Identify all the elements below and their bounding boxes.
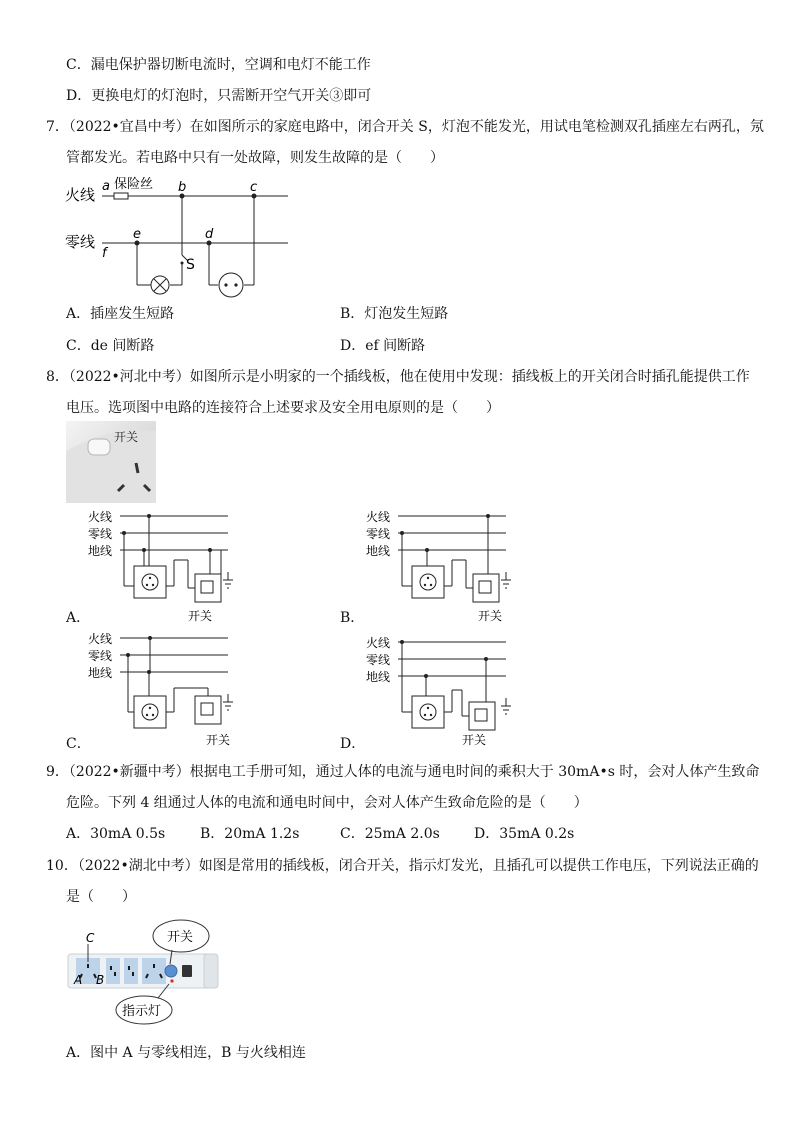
- wire-neutral-c: 零线: [88, 649, 113, 663]
- q7-option-d: D．ef 间断路: [340, 338, 426, 354]
- wire-live-a: 火线: [88, 510, 113, 524]
- q10-label-c: C: [86, 931, 95, 945]
- q9-option-d: D．35mA 0.2s: [474, 826, 575, 842]
- label-neutral: 零线: [65, 233, 96, 251]
- q10-label-b: B: [96, 973, 105, 987]
- wire-live-c: 火线: [88, 632, 113, 646]
- q8-option-c: C．: [66, 736, 91, 752]
- q8-circuit-a: [88, 510, 248, 625]
- q8-stem-line2: 电压。选项图中电路的连接符合上述要求及安全用电原则的是（ ）: [66, 400, 500, 416]
- q9-option-b: B．20mA 1.2s: [200, 826, 300, 842]
- q9-option-a: A．30mA 0.5s: [66, 826, 166, 842]
- q7-option-c: C．de 间断路: [66, 338, 155, 354]
- q7-circuit-diagram: [60, 175, 300, 300]
- q10-option-a: A．图中 A 与零线相连，B 与火线相连: [66, 1045, 306, 1061]
- photo-switch: [88, 439, 110, 455]
- label-s: S: [186, 257, 195, 273]
- q10-power-strip-figure: [64, 918, 224, 1028]
- q10-stem-line1: 10．（2022•湖北中考）如图是常用的插线板，闭合开关，指示灯发光，且插孔可以提供工作电压，下列说法正确的: [46, 858, 759, 874]
- q7-stem-line2: 管都发光。若电路中只有一处故障，则发生故障的是（ ）: [66, 150, 444, 166]
- q10-switch-label: 开关: [167, 930, 194, 945]
- fuse-symbol: [114, 193, 128, 199]
- q10-label-a: A: [74, 973, 83, 987]
- option-c-prev: C．漏电保护器切断电流时，空调和电灯不能工作: [66, 57, 371, 73]
- q7-option-a: A．插座发生短路: [66, 306, 175, 322]
- q9-option-c: C．25mA 2.0s: [340, 826, 440, 842]
- q8-option-d: D．: [340, 736, 366, 752]
- q10-indicator-label: 指示灯: [122, 1004, 162, 1019]
- label-f: f: [102, 246, 107, 261]
- q8-option-b: B．: [340, 610, 365, 626]
- wire-ground-c: 地线: [88, 666, 113, 680]
- q7-stem-line1: 7．（2022•宜昌中考）在如图所示的家庭电路中，闭合开关 S，灯泡不能发光，用试电笔检测双孔插座左右两孔，氖: [46, 119, 764, 135]
- label-b: b: [178, 180, 187, 195]
- switch-label-b: 开关: [478, 609, 503, 623]
- label-live: 火线: [65, 186, 96, 204]
- switch-label-d: 开关: [462, 733, 487, 747]
- q10-indicator-light: [170, 979, 173, 982]
- wire-live-d: 火线: [366, 636, 391, 650]
- q8-option-a: A．: [66, 610, 91, 626]
- q8-circuit-c: [88, 632, 248, 747]
- switch-label-c: 开关: [206, 733, 231, 747]
- label-a: a: [102, 179, 110, 194]
- q10-switch-button: [165, 965, 177, 977]
- wire-neutral-d: 零线: [366, 653, 391, 667]
- q8-stem-line1: 8．（2022•河北中考）如图所示是小明家的一个插线板，他在使用中发现：插线板上的开关闭合时插孔能提供工作: [46, 369, 750, 385]
- q8-circuit-b: [366, 510, 526, 625]
- q10-stem-line2: 是（ ）: [66, 889, 136, 905]
- q9-stem-line2: 危险。下列 4 组通过人体的电流和通电时间中，会对人体产生致命危险的是（ ）: [66, 795, 588, 811]
- option-d-prev: D．更换电灯的灯泡时，只需断开空气开关③即可: [66, 88, 372, 104]
- photo-switch-label: 开关: [114, 430, 139, 444]
- wire-live-b: 火线: [366, 510, 391, 524]
- wire-neutral-b: 零线: [366, 527, 391, 541]
- label-fuse: 保险丝: [114, 177, 154, 192]
- wire-ground-a: 地线: [88, 544, 113, 558]
- wire-ground-d: 地线: [366, 670, 391, 684]
- q8-power-strip-photo: [66, 421, 156, 503]
- socket-symbol: [219, 273, 243, 297]
- switch-label-a: 开关: [188, 609, 213, 623]
- q8-circuit-d: [366, 636, 526, 751]
- q9-stem-line1: 9．（2022•新疆中考）根据电工手册可知，通过人体的电流与通电时间的乘积大于 30mA•s 时，会对人体产生致命: [46, 764, 760, 780]
- wire-ground-b: 地线: [366, 544, 391, 558]
- label-d: d: [205, 227, 214, 242]
- wire-neutral-a: 零线: [88, 527, 113, 541]
- q7-option-b: B．灯泡发生短路: [340, 306, 449, 322]
- label-e: e: [133, 227, 141, 242]
- label-c: c: [250, 180, 258, 195]
